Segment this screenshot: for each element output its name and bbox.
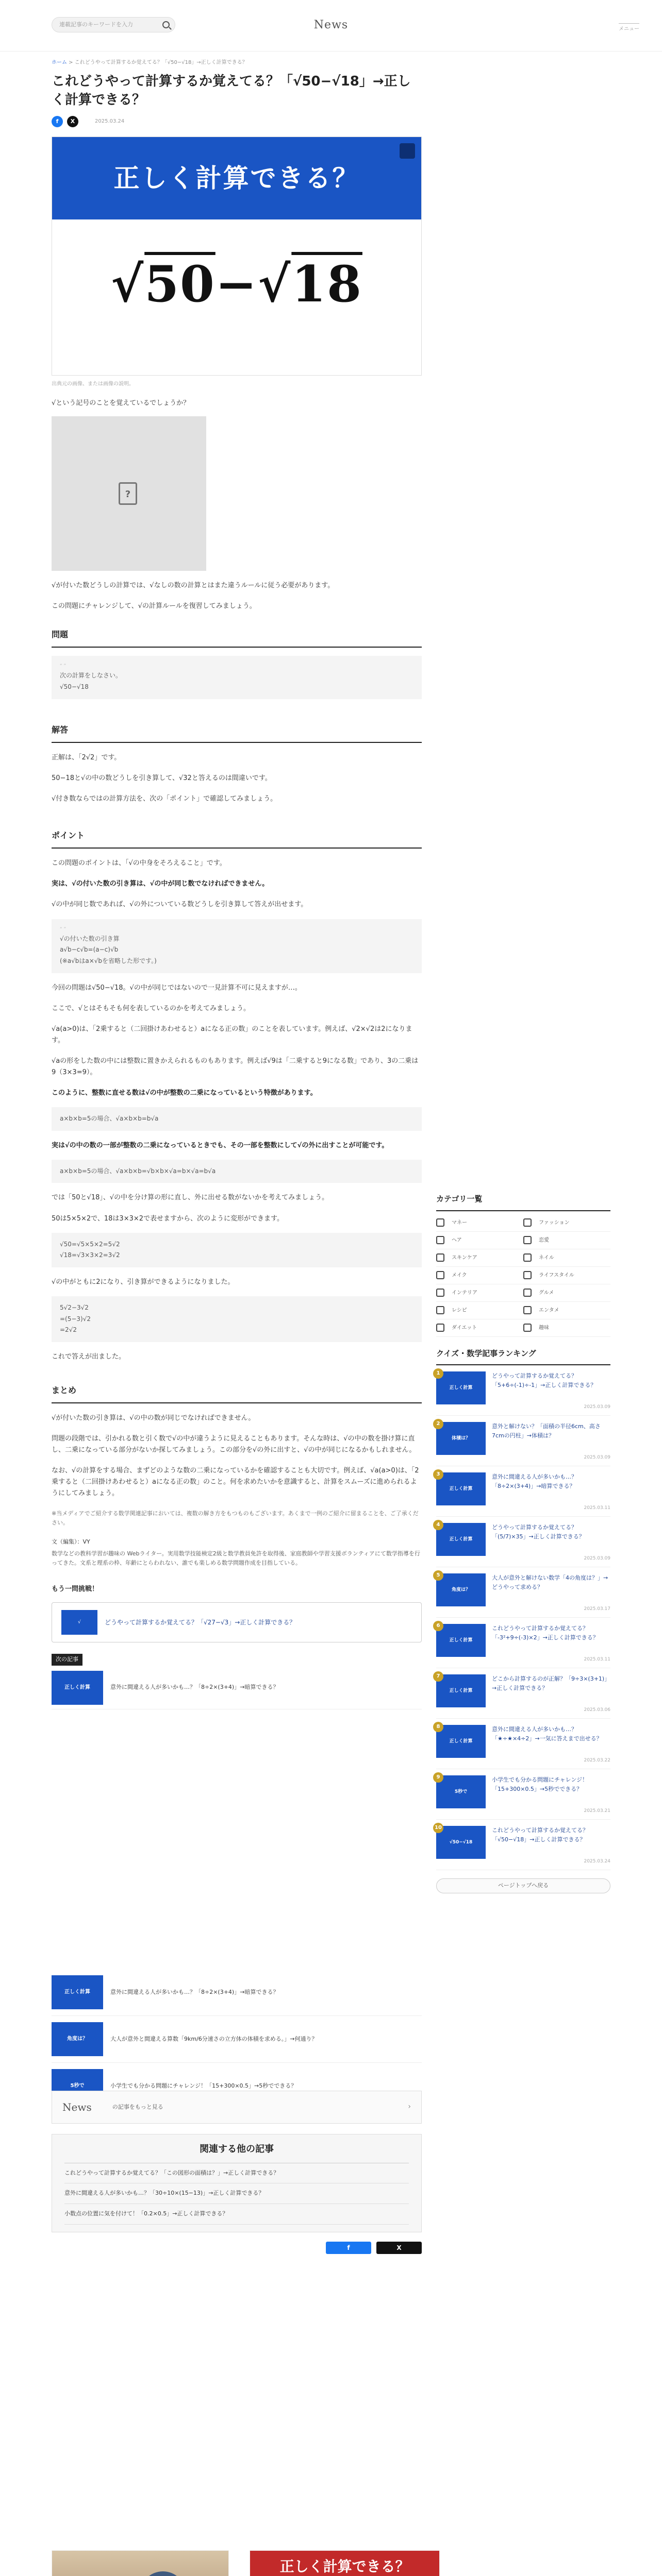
- category-icon: [436, 1289, 444, 1297]
- author-bio: 数学などの教科学習が趣味の Webライター。実用数学技能検定2級と数学教員免許を取得後、家庭教師や学習支援ボランティアにて数学指導を行ってきた。文系と理系の枠、年齢にとらわれない、誰でも楽しめる数学問題作成を目指している。: [52, 1550, 420, 1567]
- hero-expr-a: 50: [144, 255, 216, 313]
- related-thumb: √: [61, 1610, 97, 1635]
- category-label: メイク: [452, 1272, 467, 1278]
- ranking-date: 2025.03.24: [584, 1858, 610, 1864]
- recommended-text: 小学生でも分かる問題にチャレンジ！「15+300×0.5」→5秒でできる？: [110, 2082, 297, 2089]
- category-icon: [523, 1271, 532, 1279]
- rank-number: 1: [433, 1368, 443, 1379]
- paragraph: 実は√の中の数の一部が整数の二乗になっているときでも、その一部を整数にして√の外に出すことが可能です。: [52, 1141, 389, 1149]
- facebook-share-button[interactable]: f: [326, 2242, 371, 2254]
- paragraph: √aの形をした数の中には整数に置きかえられるものもあります。例えば√9は「二乗すると9になる数」であり、3の二乗は9（3×3=9）。: [52, 1057, 419, 1076]
- category-icon: [436, 1306, 444, 1314]
- comment-icon: [400, 143, 415, 159]
- category-label: ライフスタイル: [539, 1272, 574, 1278]
- category-list: [436, 1214, 610, 1337]
- category-item[interactable]: [523, 1249, 610, 1267]
- next-article-label: 次の記事: [52, 1654, 82, 1666]
- paragraph: 今回の問題は√50−√18。√の中が同じではないので一見計算不可に見えますが…。: [52, 984, 302, 992]
- paragraph: √が付いた数どうしの計算では、√なしの数の計算とはまた違うルールに従う必要があります。: [52, 581, 335, 589]
- hero-expr-b: 18: [291, 255, 362, 313]
- formula-line: √の付いた数の引き算: [60, 935, 120, 942]
- ranking-date: 2025.03.09: [584, 1404, 610, 1410]
- menu-button[interactable]: メニュー: [619, 23, 639, 33]
- sidebar: [436, 1193, 610, 1893]
- problem-line: √50−√18: [60, 683, 89, 691]
- chevron-right-icon: ›: [408, 2103, 411, 2111]
- illustration: [52, 2551, 228, 2576]
- ranking-thumb: 正しく計算: [436, 1371, 486, 1404]
- article-date: 2025.03.24: [95, 118, 125, 125]
- category-item[interactable]: [436, 1232, 523, 1249]
- breadcrumb-current: > これどうやって計算するか覚えてる？「√50−√18」→正しく計算できる？: [67, 60, 247, 65]
- category-icon: [436, 1324, 444, 1332]
- ranking-item[interactable]: [436, 1365, 610, 1416]
- recommended-thumb: 角度は？: [52, 2022, 103, 2056]
- formula-line: =(5−3)√2: [60, 1315, 91, 1323]
- article-grid: [52, 2550, 422, 2576]
- category-label: ネイル: [539, 1255, 554, 1261]
- rank-number: 9: [433, 1772, 443, 1783]
- share-buttons: [52, 2242, 422, 2254]
- related-link-card[interactable]: [52, 1602, 422, 1642]
- category-icon: [523, 1236, 532, 1244]
- problem-box: [52, 656, 422, 699]
- category-label: レシピ: [452, 1307, 467, 1313]
- grid-card[interactable]: [52, 2550, 229, 2576]
- category-label: ダイエット: [452, 1325, 477, 1331]
- category-title: カテゴリ一覧: [436, 1193, 610, 1211]
- next-article-link[interactable]: [52, 1671, 422, 1709]
- ranking-date: 2025.03.11: [584, 1505, 610, 1511]
- category-item[interactable]: [523, 1319, 610, 1337]
- rank-number: 3: [433, 1469, 443, 1480]
- paragraph: √の中が同じ数であれば、√の外についている数どうしを引き算して答えが出せます。: [52, 901, 308, 909]
- category-icon: [523, 1324, 532, 1332]
- category-item[interactable]: [436, 1284, 523, 1302]
- share-bar: [52, 116, 422, 127]
- paragraph: では「50と√18」、√の中を分け算の形に直し、外に出せる数がないかを考えてみましょう。: [52, 1194, 329, 1202]
- rank-number: 10: [433, 1823, 443, 1833]
- figure-shape: [140, 2571, 186, 2576]
- category-label: エンタメ: [539, 1307, 559, 1313]
- inline-image: [52, 416, 206, 571]
- article-title: これどうやって計算するか覚えてる？「√50−√18」→正しく計算できる？: [52, 74, 411, 108]
- footer-more-text: の記事をもっと見る: [112, 2103, 163, 2110]
- hero-image: [52, 137, 422, 376]
- ranking-date: 2025.03.09: [584, 1454, 610, 1460]
- formula-box: [52, 1107, 422, 1131]
- grid-thumb: [52, 2550, 229, 2576]
- category-item[interactable]: [436, 1319, 523, 1337]
- x-share-icon[interactable]: X: [67, 116, 78, 127]
- category-item[interactable]: [436, 1214, 523, 1232]
- ranking-text: 小学生でも分かる問題にチャレンジ！「15+300×0.5」→5秒でできる？: [492, 1776, 588, 1792]
- section-heading-answer: 解答: [52, 723, 422, 743]
- paragraph: なお、√の計算をする場合、まずどのような数の二乗になっているかを確認することも大切です。例えば、√a(a>0)は、「2乗すると（二回掛けあわせると）aになる正の数」のこと。何を求めたいかを意識すると、計算をスムーズに進められるようにしてみましょう。: [52, 1467, 419, 1498]
- ranking-item[interactable]: [436, 1668, 610, 1719]
- category-icon: [436, 1236, 444, 1244]
- section-heading-problem: 問題: [52, 628, 422, 648]
- search-icon[interactable]: [162, 21, 170, 28]
- paragraph: √の中がともに2になり、引き算ができるようになりました。: [52, 1278, 235, 1286]
- category-icon: [436, 1271, 444, 1279]
- category-icon: [523, 1289, 532, 1297]
- recommended-text: 意外に間違える人が多いかも…？「8÷2×(3+4)」→暗算できる？: [110, 1988, 279, 1995]
- search-input[interactable]: [52, 17, 175, 32]
- category-icon: [436, 1253, 444, 1262]
- related-list: [64, 2163, 409, 2225]
- formula-line: 5√2−3√2: [60, 1303, 89, 1311]
- ranking-text: どうやって計算するか覚えてる？「(5/7)×35」→正しく計算できる？: [492, 1524, 585, 1540]
- recommended-list: [52, 1969, 422, 2110]
- ranking-text: 意外と解けない？「面積の半径6cm、高さ7cmの円柱」→体積は？: [492, 1423, 601, 1439]
- quote-mark-icon: “ ”: [60, 926, 67, 932]
- ranking-text: 意外に間違える人が多いかも…？「8÷2×(3+4)」→暗算できる？: [492, 1473, 577, 1489]
- ranking-date: 2025.03.09: [584, 1555, 610, 1561]
- paragraph: この問題にチャレンジして、√の計算ルールを復習してみましょう。: [52, 602, 256, 610]
- rank-number: 4: [433, 1520, 443, 1530]
- ranking-date: 2025.03.21: [584, 1808, 610, 1814]
- footer-section: [52, 2091, 422, 2254]
- ranking-text: どこから計算するのが正解？「9÷3×(3+1)」→正しく計算できる？: [492, 1675, 610, 1691]
- next-text: 意外に間違える人が多いかも…？「8÷2×(3+4)」→暗算できる？: [110, 1684, 279, 1691]
- rank-number: 8: [433, 1722, 443, 1732]
- footer-logo: News: [62, 2101, 92, 2113]
- related-articles-box: [52, 2134, 422, 2232]
- ranking-title: クイズ・数学記事ランキング: [436, 1347, 610, 1366]
- ranking-thumb: 角度は？: [436, 1573, 486, 1606]
- category-label: 趣味: [539, 1325, 549, 1331]
- ranking-thumb: 正しく計算: [436, 1725, 486, 1758]
- ranking-thumb: 正しく計算: [436, 1523, 486, 1556]
- category-label: ファッション: [539, 1219, 570, 1226]
- quote-mark-icon: “ ”: [60, 664, 67, 669]
- ranking-date: 2025.03.22: [584, 1757, 610, 1763]
- next-thumb: 正しく計算: [52, 1671, 103, 1705]
- more-articles-banner[interactable]: [52, 2091, 422, 2124]
- problem-line: 次の計算をしなさい。: [60, 672, 122, 680]
- formula-box: [52, 919, 422, 973]
- ranking-item[interactable]: [436, 1567, 610, 1618]
- formula-box: [52, 1160, 422, 1183]
- site-header: [0, 0, 662, 52]
- recommended-item[interactable]: [52, 2016, 422, 2063]
- related-item[interactable]: これどうやって計算するか覚えてる？「この図形の面積は？」→正しく計算できる？: [64, 2163, 409, 2184]
- ranking-thumb: 正しく計算: [436, 1472, 486, 1505]
- image-caption: 出典元の画像、または画像の説明。: [52, 381, 134, 387]
- formula-line: √18=√3×3×2=3√2: [60, 1251, 120, 1259]
- formula-box: [52, 1233, 422, 1267]
- more-label: もう一問挑戦！: [52, 1585, 99, 1593]
- rank-number: 5: [433, 1570, 443, 1581]
- related-item[interactable]: 小数点の位置に気を付けて！「0.2×0.5」→正しく計算できる？: [64, 2204, 409, 2225]
- ranking-text: 大人が意外と解けない数学「4の角度は？」→どうやって求める？: [492, 1574, 608, 1590]
- ranking-text: どうやって計算するか覚えてる？「5+6÷(-1)÷-1」→正しく計算できる？: [492, 1372, 597, 1388]
- category-icon: [436, 1218, 444, 1227]
- ranking-date: 2025.03.17: [584, 1606, 610, 1612]
- hero-expression: √50−√18: [111, 255, 362, 313]
- recommended-thumb: 5秒で: [52, 2069, 103, 2103]
- ranking-item[interactable]: [436, 1618, 610, 1668]
- logo-text: News: [313, 19, 349, 31]
- paragraph: 実は、√の付いた数の引き算は、√の中が同じ数でなければできません。: [52, 880, 269, 888]
- ranking-text: これどうやって計算するか覚えてる？「-3²+9÷(-3)×2」→正しく計算できる？: [492, 1625, 599, 1641]
- category-item[interactable]: [523, 1214, 610, 1232]
- answer-text: 正解は、「2√2」です。: [52, 753, 121, 761]
- category-label: マネー: [452, 1219, 467, 1226]
- category-label: 恋愛: [539, 1237, 549, 1243]
- paragraph: このように、整数に直せる数は√の中が整数の二乗になっているという特徴があります。: [52, 1089, 317, 1097]
- ranking-text: 意外に間違える人が多いかも…？「★÷★×4÷2」→一気に答えまで出せる？: [492, 1726, 602, 1742]
- category-label: ヘア: [452, 1237, 462, 1243]
- ranking-item[interactable]: [436, 1820, 610, 1870]
- category-item[interactable]: [436, 1249, 523, 1267]
- category-item[interactable]: [436, 1267, 523, 1284]
- rank-number: 7: [433, 1671, 443, 1682]
- category-icon: [523, 1253, 532, 1262]
- search-placeholder: 連載記事のキーワードを入力: [59, 21, 133, 28]
- answer-text: 50−18と√の中の数どうしを引き算して、√32と答えるのは間違いです。: [52, 774, 272, 782]
- recommended-text: 大人が意外と間違える算数「9km/6分速さの立方体の体積を求める。」→何通り？: [110, 2035, 318, 2042]
- ranking-item[interactable]: [436, 1517, 610, 1567]
- intro-text: √という記号のことを覚えているでしょうか？: [52, 399, 190, 407]
- formula-line: a×b×b=5の場合、√a×b×b=b√a: [60, 1115, 159, 1123]
- formula-line: a√b−c√b=(a−c)√b: [60, 946, 119, 954]
- formula-line: (※a√bはa×√bを省略した形です。): [60, 957, 157, 964]
- formula-box: [52, 1296, 422, 1342]
- paragraph: 問題の段階では、引かれる数と引く数で√の中が違うように見えることもあります。そんな時は、√の中の数を掛け算に直し、二乗になっている部分がないか探してみましょう。この部分を√の外に出すと、√の中が同じになるかもしれません。: [52, 1435, 416, 1454]
- grid-band: 正しく計算できる？: [250, 2551, 439, 2576]
- page-top-button[interactable]: ページトップへ戻る: [436, 1878, 610, 1893]
- ranking-thumb: 正しく計算: [436, 1674, 486, 1707]
- paragraph: ※当メディアでご紹介する数学関連記事においては、複数の解き方をもつものもございます。あくまで一例のご紹介に留まることを、ご了承ください。: [52, 1510, 419, 1527]
- recommended-item[interactable]: [52, 1969, 422, 2016]
- ranking-text: これどうやって計算するか覚えてる？「√50−√18」→正しく計算できる？: [492, 1827, 588, 1843]
- related-title: 関連する他の記事: [64, 2142, 409, 2163]
- ranking-thumb: √50−√18: [436, 1826, 486, 1859]
- hero-band-text: 正しく計算できる？: [52, 137, 421, 219]
- paragraph: これで答えが出ました。: [52, 1352, 126, 1361]
- paragraph: この問題のポイントは、「√の中身をそろえること」です。: [52, 859, 226, 868]
- facebook-share-icon[interactable]: f: [52, 116, 63, 127]
- paragraph: ここで、√とはそもそも何を表しているのかを考えてみましょう。: [52, 1004, 251, 1012]
- site-logo[interactable]: [305, 15, 357, 35]
- x-share-button[interactable]: X: [376, 2242, 422, 2254]
- paragraph: √a(a>0)は、「2乗すると（二回掛けあわせると）aになる正の数」のことを表しています。例えば、√2×√2は2になります。: [52, 1025, 412, 1044]
- section-heading-point: ポイント: [52, 828, 422, 849]
- grid-card[interactable]: [250, 2550, 440, 2576]
- category-item[interactable]: [523, 1284, 610, 1302]
- rank-number: 2: [433, 1419, 443, 1429]
- ranking-thumb: 正しく計算: [436, 1624, 486, 1657]
- answer-text: √付き数ならではの計算方法を、次の「ポイント」で確認してみましょう。: [52, 795, 277, 803]
- formula-line: √50=√5×5×2=5√2: [60, 1240, 120, 1248]
- broken-image-icon: [119, 482, 137, 505]
- category-item[interactable]: [523, 1302, 610, 1319]
- paragraph: √が付いた数の引き算は、√の中の数が同じでなければできません。: [52, 1414, 255, 1422]
- breadcrumb-home[interactable]: ホーム: [52, 60, 67, 65]
- category-item[interactable]: [436, 1302, 523, 1319]
- article: [52, 72, 422, 1709]
- related-text: どうやって計算するか覚えてる？「√27−√3」→正しく計算できる？: [105, 1618, 296, 1626]
- author-name: 文（編集）：VY: [52, 1538, 90, 1545]
- category-label: グルメ: [539, 1290, 554, 1296]
- ranking-thumb: 体積は？: [436, 1422, 486, 1455]
- category-label: インテリア: [452, 1290, 477, 1296]
- ranking-thumb: 5秒で: [436, 1775, 486, 1808]
- category-label: スキンケア: [452, 1255, 477, 1261]
- formula-line: =2√2: [60, 1326, 77, 1334]
- section-heading-summary: まとめ: [52, 1383, 422, 1403]
- category-icon: [523, 1306, 532, 1314]
- ranking-item[interactable]: [436, 1769, 610, 1820]
- paragraph: 50は5×5×2で、18は3×3×2で表せますから、次のように変形ができます。: [52, 1214, 284, 1223]
- category-icon: [523, 1218, 532, 1227]
- recommended-thumb: 正しく計算: [52, 1975, 103, 2009]
- ranking-list: [436, 1365, 610, 1870]
- breadcrumb: [52, 58, 247, 67]
- related-item[interactable]: 意外に間違える人が多いかも…？「30÷10×(15−13)」→正しく計算できる？: [64, 2183, 409, 2204]
- ranking-item[interactable]: [436, 1719, 610, 1769]
- ranking-date: 2025.03.11: [584, 1656, 610, 1662]
- ranking-date: 2025.03.06: [584, 1707, 610, 1713]
- ranking-item[interactable]: [436, 1466, 610, 1517]
- category-item[interactable]: [523, 1267, 610, 1284]
- formula-line: a×b×b=5の場合、√a×b×b=√b×b×√a=b×√a=b√a: [60, 1167, 216, 1175]
- category-item[interactable]: [523, 1232, 610, 1249]
- rank-number: 6: [433, 1621, 443, 1631]
- grid-thumb: [250, 2550, 440, 2576]
- ranking-item[interactable]: [436, 1416, 610, 1466]
